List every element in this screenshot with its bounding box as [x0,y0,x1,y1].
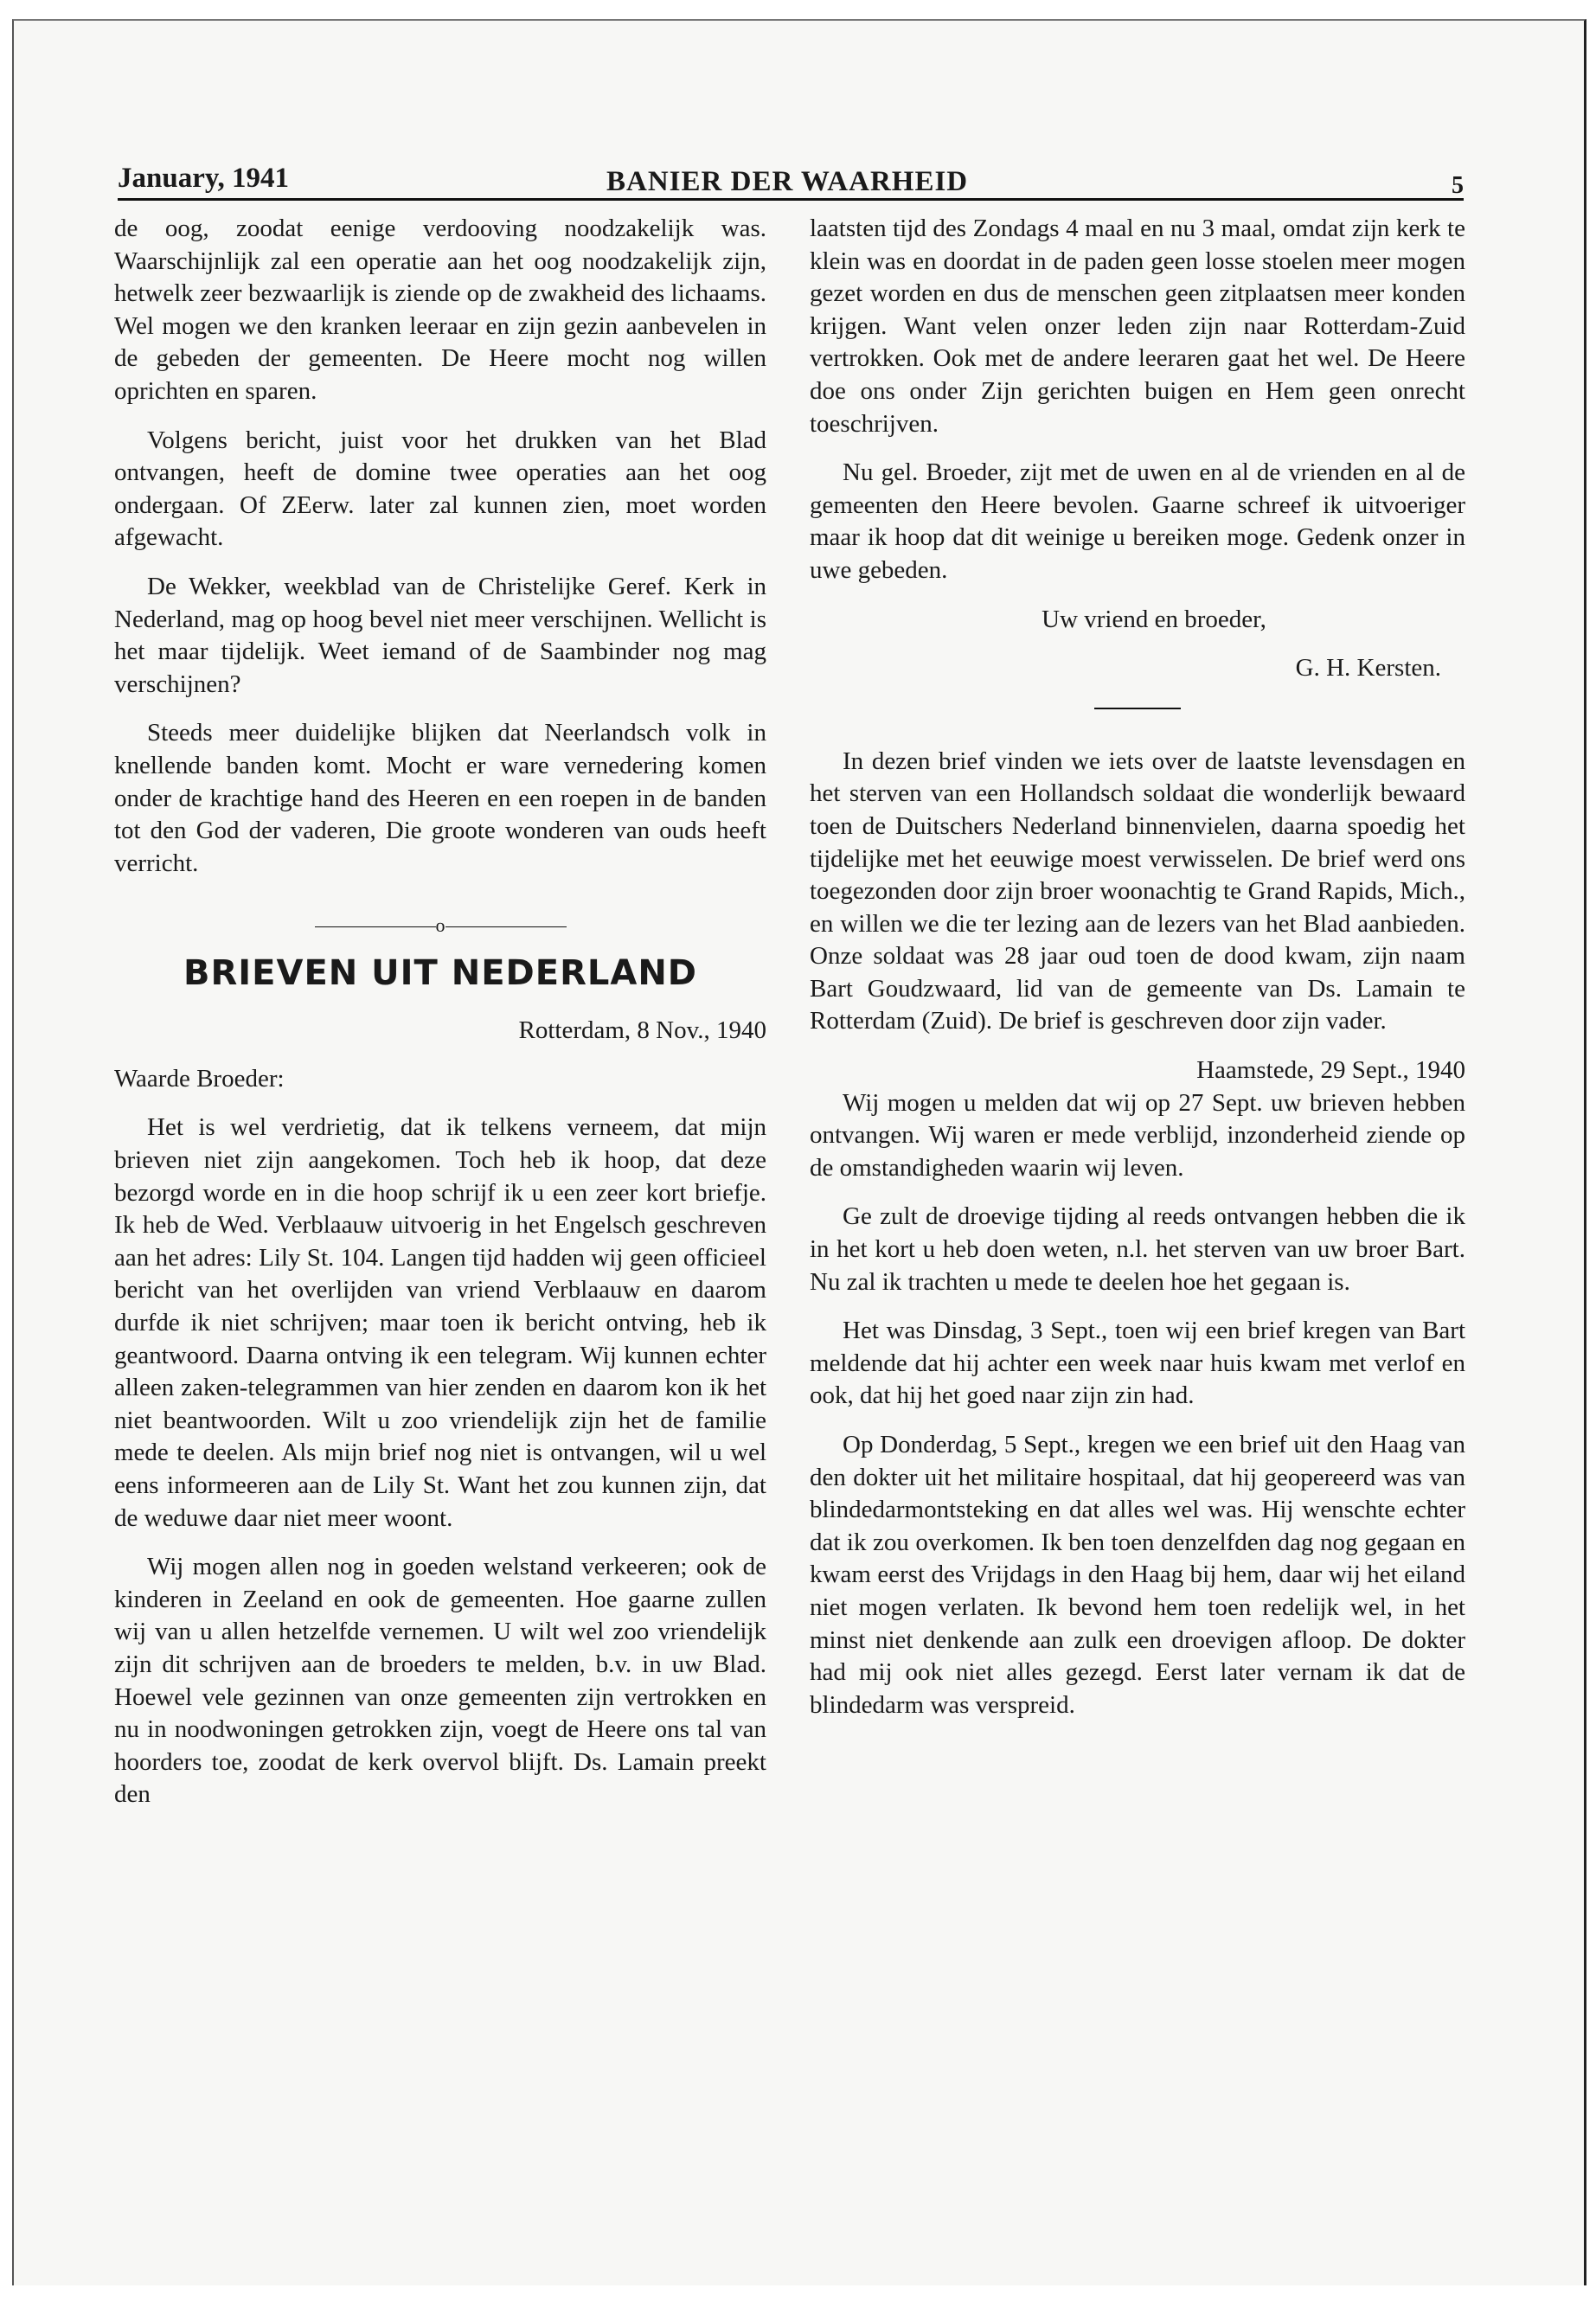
section-heading: BRIEVEN UIT NEDERLAND [183,953,697,994]
section-separator [114,909,766,935]
letter-paragraph: Op Donderdag, 5 Sept., kregen we een brief uit den Haag van den dokter uit het militaire hospitaal, dat hij geopereerd was van blindedarmontsteking en dat alles wel was. Hij wenschte echter dat ik zou overkomen. Ik ben toen denzelfden dag nog gegaan en kwam eerst des Vrijdags in den Haag bij hem, daar wij het eiland niet mogen verlaten. Ik bevond hem toen redelijk wel, in het minst niet denkende aan zulk een droevigen afloop. De dokter had mij ook niet alles gezegd. Eerst later vernam ik dat de blindedarm was verspreid. [810,1431,1465,1719]
letter-paragraph: Ge zult de droevige tijding al reeds ontvangen hebben die ik in het kort u heb doen weten, n.l. het sterven van uw broer Bart. Nu zal ik trachten u mede te deelen hoe het gegaan is. [810,1202,1465,1296]
paragraph: De Wekker, weekblad van de Christelijke Geref. Kerk in Nederland, mag op hoog bevel niet meer verschijnen. Wellicht is het maar tijdelijk. Weet iemand of de Saambinder nog mag verschijnen? [114,572,766,698]
intro-paragraph: In dezen brief vinden we iets over de laatste levensdagen en het sterven van een Hollandsch soldaat die wonderlijk bewaard toen de Duitschers Nederland binnenvielen, daarna spoedig het tijdelijke met het eeuwige moest verwisselen. De brief werd ons toegezonden door zijn broer woonachtig te Grand Rapids, Mich., en willen we die ter lezing aan de lezers van het Blad aanbieden. Onze soldaat was 28 jaar oud toen de dood kwam, zijn naam Bart Goudzwaard, lid van de gemeente van Ds. Lamain te Rotterdam (Zuid). De brief is geschreven door zijn vader. [810,747,1465,1035]
letter-dateline: Haamstede, 29 Sept., 1940 [1196,1056,1465,1085]
letter-dateline: Rotterdam, 8 Nov., 1940 [518,1016,766,1045]
page-number: 5 [1452,172,1464,199]
letter-paragraph: Het is wel verdrietig, dat ik telkens verneem, dat mijn brieven niet zijn aangekomen. Toch heb ik hoop, dat deze bezorgd worde en in die hoop schrijf ik u een zeer kort briefje. Ik heb de Wed. Verblaauw uitvoerig in het Engelsch geschreven aan het adres: Lily St. 104. Langen tijd hadden wij geen officieel bericht van het overlijden van vriend Verblaauw en daarom durfde ik niet schrijven; maar toen ik bericht ontving, heb ik geantwoord. Daarna ontving ik een telegram. Wij kunnen echter alleen zaken-telegrammen van hier zenden en daarom kon ik het niet beantwoorden. Wilt u zoo vriendelijk zijn het de familie mede te deelen. Als mijn brief nog niet is ontvangen, wil u wel eens informeeren aan de Lily St. Want het zou kunnen zijn, dat de weduwe daar niet meer woont. [114,1113,766,1532]
letter-paragraph: Wij mogen u melden dat wij op 27 Sept. uw brieven hebben ontvangen. Wij waren er mede verblijd, inzonderheid ziende op de omstandigheden waarin wij leven. [810,1088,1465,1182]
separator-mark: o [435,914,445,937]
page-header [118,160,1464,201]
letter-paragraph: Het was Dinsdag, 3 Sept., toen wij een brief kregen van Bart meldende dat hij achter een week naar huis kwam met verlof en ook, dat hij het goed naar zijn zin had. [810,1317,1465,1410]
letter-paragraph: Wij mogen allen nog in goeden welstand verkeeren; ook de kinderen in Zeeland en ook de gemeenten. Hoe gaarne zullen wij van u allen hetzelfde vernemen. U wilt wel zoo vriendelijk zijn dit schrijven aan de broeders te melden, b.v. in uw Blad. Hoewel vele gezinnen van onze gemeenten zijn vertrokken en nu in noodwoningen getrokken zijn, voegt de Heere ons tal van hoorders toe, zoodat de kerk overvol blijft. Ds. Lamain preekt den [114,1553,766,1809]
salutation: Waarde Broeder: [114,1064,285,1093]
paragraph: Steeds meer duidelijke blijken dat Neerlandsch volk in knellende banden komt. Mocht er ware vernedering komen onder de krachtige hand des Heeren en een roepen in de banden tot den God der vaderen, Die groote wonderen van ouds heeft verricht. [114,719,766,877]
paragraph: Nu gel. Broeder, zijt met de uwen en al de vrienden en al de gemeenten den Heere bevolen. Gaarne schreef ik uitvoeriger maar ik hoop dat dit weinige u bereiken moge. Gedenk onzer in uwe gebeden. [810,458,1465,584]
issue-date: January, 1941 [118,163,290,194]
letter-signature: G. H. Kersten. [1295,654,1441,683]
paragraph: de oog, zoodat eenige verdooving noodzakelijk was. Waarschijnlijk zal een operatie aan het oog noodzakelijk zijn, hetwelk zeer bezwaarlijk is ziende op de zwakheid des lichaams. Wel mogen we den kranken leeraar en zijn gezin aanbevelen in de gebeden der gemeenten. De Heere mocht nog willen oprichten en sparen. [114,215,766,405]
paragraph: laatsten tijd des Zondags 4 maal en nu 3 maal, omdat zijn kerk te klein was en doordat in de paden geen losse stoelen meer mogen gezet worden en dus de menschen geen zitplaatsen meer konden krijgen. Want velen onzer leden zijn naar Rotterdam-Zuid vertrokken. Ook met de andere leeraren gaat het wel. De Heere doe ons onder Zijn gerichten buigen en Hem geen onrecht toeschrijven. [810,215,1465,438]
publication-title: BANIER DER WAARHEID [606,166,969,197]
right-column [810,213,1465,1738]
paragraph: Volgens bericht, juist voor het drukken van het Blad ontvangen, heeft de domine twee operaties aan het oog ondergaan. Of ZEerw. later zal kunnen zien, moet worden afgewacht. [114,426,766,552]
short-rule [1094,708,1181,709]
left-column [114,213,766,1828]
letter-signoff: Uw vriend en broeder, [1042,605,1266,633]
